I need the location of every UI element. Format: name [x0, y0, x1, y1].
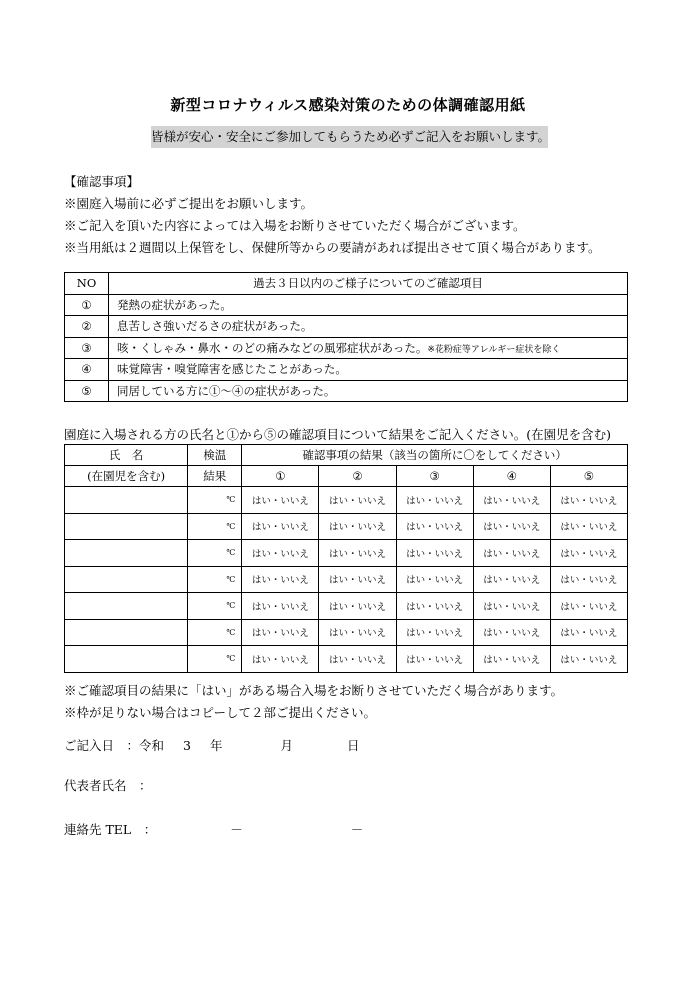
symptom-checklist-table [64, 272, 628, 402]
result-row [65, 646, 628, 673]
note-line: ※ご記入を頂いた内容によっては入場をお断りさせていただく場合がございます。 [64, 218, 526, 233]
item-number-header: ⑤ [550, 466, 627, 487]
temperature-cell[interactable]: ℃ [188, 646, 242, 673]
result-row [65, 487, 628, 514]
yes-no-cell[interactable]: はい・いいえ [550, 593, 627, 620]
yes-no-cell[interactable]: はい・いいえ [550, 487, 627, 514]
date-year: 3 [183, 738, 191, 753]
yes-no-cell[interactable]: はい・いいえ [550, 619, 627, 646]
result-row [65, 513, 628, 540]
result-header: 確認事項の結果（該当の箇所に〇をしてください） [242, 445, 628, 466]
yes-no-cell[interactable]: はい・いいえ [473, 487, 550, 514]
yes-no-cell[interactable]: はい・いいえ [550, 646, 627, 673]
item-number: ④ [65, 359, 109, 381]
yes-no-cell[interactable]: はい・いいえ [550, 513, 627, 540]
instruction-banner: 皆様が安心・安全にご参加してもらうため必ずご記入をお願いします。 [151, 126, 548, 148]
yes-no-cell[interactable]: はい・いいえ [242, 513, 319, 540]
header-item: 過去３日以内のご様子についてのご確認項目 [109, 273, 628, 295]
result-row [65, 540, 628, 567]
footer-notes [64, 680, 563, 724]
item-text: 同居している方に①～④の症状があった。 [109, 380, 628, 402]
temp-header: 検温 [188, 445, 242, 466]
representative-field[interactable] [64, 776, 152, 794]
yes-no-cell[interactable]: はい・いいえ [242, 566, 319, 593]
result-row [65, 566, 628, 593]
temperature-cell[interactable]: ℃ [188, 540, 242, 567]
notes-heading: 【確認事項】 [64, 174, 140, 189]
yes-no-cell[interactable]: はい・いいえ [242, 619, 319, 646]
yes-no-cell[interactable]: はい・いいえ [396, 487, 473, 514]
yes-no-cell[interactable]: はい・いいえ [242, 593, 319, 620]
item-number-header: ② [319, 466, 396, 487]
yes-no-cell[interactable]: はい・いいえ [319, 566, 396, 593]
date-field [64, 736, 359, 754]
tel-field[interactable] [64, 820, 363, 838]
yes-no-cell[interactable]: はい・いいえ [242, 646, 319, 673]
yes-no-cell[interactable]: はい・いいえ [473, 566, 550, 593]
item-text: 息苦しさ強いだるさの症状があった。 [109, 316, 628, 338]
table-row [65, 294, 628, 316]
item-text: 味覚障害・嗅覚障害を感じたことがあった。 [109, 359, 628, 381]
table-header-row [65, 273, 628, 295]
footer-note: ※ご確認項目の結果に「はい」がある場合入場をお断りさせていただく場合があります。 [64, 683, 564, 698]
note-line: ※園庭入場前に必ずご提出をお願いします。 [64, 196, 314, 211]
tel-label: 連絡先 TEL ： [64, 822, 157, 837]
yes-no-cell[interactable]: はい・いいえ [473, 513, 550, 540]
footer-note: ※枠が足りない場合はコピーして２部ご提出ください。 [64, 705, 377, 720]
item-number: ⑤ [65, 380, 109, 402]
item-number-header: ① [242, 466, 319, 487]
yes-no-cell[interactable]: はい・いいえ [396, 619, 473, 646]
temperature-cell[interactable]: ℃ [188, 593, 242, 620]
yes-no-cell[interactable]: はい・いいえ [319, 619, 396, 646]
yes-no-cell[interactable]: はい・いいえ [242, 487, 319, 514]
result-row [65, 619, 628, 646]
temp-subheader: 結果 [188, 466, 242, 487]
item-text: 発熱の症状があった。 [109, 294, 628, 316]
yes-no-cell[interactable]: はい・いいえ [396, 513, 473, 540]
name-cell[interactable] [65, 513, 188, 540]
page-title: 新型コロナウィルス感染対策のための体調確認用紙 [170, 96, 526, 114]
date-label: ご記入日 ：令和 [64, 738, 165, 753]
name-header: 氏 名 [65, 445, 188, 466]
yes-no-cell[interactable]: はい・いいえ [396, 646, 473, 673]
yes-no-cell[interactable]: はい・いいえ [319, 513, 396, 540]
yes-no-cell[interactable]: はい・いいえ [319, 593, 396, 620]
item-number-header: ③ [396, 466, 473, 487]
name-cell[interactable] [65, 566, 188, 593]
name-cell[interactable] [65, 593, 188, 620]
table-row [65, 316, 628, 338]
yes-no-cell[interactable]: はい・いいえ [550, 566, 627, 593]
yes-no-cell[interactable]: はい・いいえ [473, 619, 550, 646]
result-table [64, 444, 628, 673]
header-no: NO [65, 273, 109, 295]
yes-no-cell[interactable]: はい・いいえ [242, 540, 319, 567]
yes-no-cell[interactable]: はい・いいえ [396, 540, 473, 567]
temperature-cell[interactable]: ℃ [188, 487, 242, 514]
yes-no-cell[interactable]: はい・いいえ [319, 487, 396, 514]
yes-no-cell[interactable]: はい・いいえ [473, 646, 550, 673]
yes-no-cell[interactable]: はい・いいえ [319, 540, 396, 567]
yes-no-cell[interactable]: はい・いいえ [473, 540, 550, 567]
name-cell[interactable] [65, 619, 188, 646]
name-cell[interactable] [65, 487, 188, 514]
result-table-intro: 園庭に入場される方の氏名と①から⑤の確認項目について結果をご記入ください。(在園児を含む) [64, 427, 612, 442]
yes-no-cell[interactable]: はい・いいえ [396, 566, 473, 593]
item-text: 咳・くしゃみ・鼻水・のどの痛みなどの風邪症状があった。 [117, 340, 428, 355]
name-subheader: (在園児を含む) [65, 466, 188, 487]
yes-no-cell[interactable]: はい・いいえ [473, 593, 550, 620]
tel-dash: － [350, 822, 364, 837]
day-unit: 日 [346, 738, 360, 753]
name-cell[interactable] [65, 540, 188, 567]
result-subheader-row [65, 466, 628, 487]
yes-no-cell[interactable]: はい・いいえ [550, 540, 627, 567]
temperature-cell[interactable]: ℃ [188, 619, 242, 646]
item-number: ③ [65, 337, 109, 359]
year-unit: 年 [209, 738, 223, 753]
yes-no-cell[interactable]: はい・いいえ [319, 646, 396, 673]
yes-no-cell[interactable]: はい・いいえ [396, 593, 473, 620]
temperature-cell[interactable]: ℃ [188, 513, 242, 540]
item-cell [109, 337, 628, 359]
result-row [65, 593, 628, 620]
name-cell[interactable] [65, 646, 188, 673]
item-number: ② [65, 316, 109, 338]
table-row [65, 380, 628, 402]
table-row [65, 337, 628, 359]
temperature-cell[interactable]: ℃ [188, 566, 242, 593]
representative-label: 代表者氏名 ： [64, 778, 152, 793]
item-number: ① [65, 294, 109, 316]
tel-dash: － [230, 822, 243, 837]
item-note: ※花粉症等アレルギー症状を除く [427, 344, 561, 355]
item-number-header: ④ [473, 466, 550, 487]
month-unit: 月 [280, 738, 293, 753]
table-row [65, 359, 628, 381]
note-line: ※当用紙は２週間以上保管をし、保健所等からの要請があれば提出させて頂く場合があります。 [64, 240, 601, 255]
result-header-row [65, 445, 628, 466]
confirmation-notes [64, 171, 601, 259]
